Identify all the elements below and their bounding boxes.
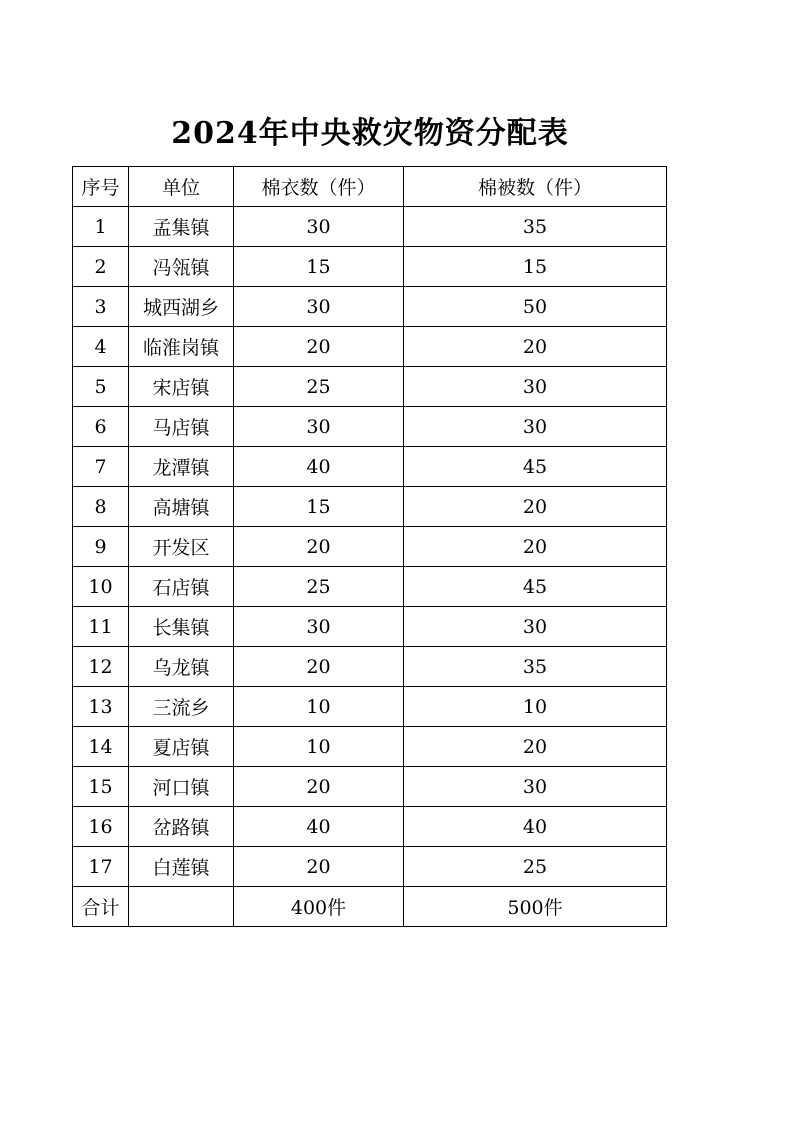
row-coats: 30 xyxy=(234,407,404,447)
row-no: 6 xyxy=(73,407,129,447)
table-row xyxy=(73,327,667,367)
row-quilts: 45 xyxy=(404,567,667,607)
row-coats: 40 xyxy=(234,807,404,847)
row-quilts: 50 xyxy=(404,287,667,327)
row-no: 10 xyxy=(73,567,129,607)
row-coats: 30 xyxy=(234,607,404,647)
row-quilts: 15 xyxy=(404,247,667,287)
row-coats: 30 xyxy=(234,287,404,327)
table-row xyxy=(73,527,667,567)
total-quilts: 500件 xyxy=(404,887,667,927)
table-row xyxy=(73,607,667,647)
table-row xyxy=(73,407,667,447)
row-no: 3 xyxy=(73,287,129,327)
header-quilts: 棉被数（件） xyxy=(404,167,667,207)
row-unit: 龙潭镇 xyxy=(129,447,234,487)
row-no: 8 xyxy=(73,487,129,527)
row-coats: 25 xyxy=(234,367,404,407)
row-quilts: 30 xyxy=(404,407,667,447)
table-row xyxy=(73,807,667,847)
row-quilts: 30 xyxy=(404,367,667,407)
row-no: 15 xyxy=(73,767,129,807)
row-no: 11 xyxy=(73,607,129,647)
row-no: 9 xyxy=(73,527,129,567)
table-row xyxy=(73,847,667,887)
table-row xyxy=(73,567,667,607)
document-title: 2024年中央救灾物资分配表 xyxy=(171,116,569,151)
table-row xyxy=(73,247,667,287)
row-coats: 20 xyxy=(234,647,404,687)
table-row xyxy=(73,727,667,767)
row-quilts: 10 xyxy=(404,687,667,727)
row-no: 4 xyxy=(73,327,129,367)
row-unit: 马店镇 xyxy=(129,407,234,447)
total-label: 合计 xyxy=(73,887,129,927)
row-coats: 15 xyxy=(234,247,404,287)
header-no: 序号 xyxy=(73,167,129,207)
row-unit: 长集镇 xyxy=(129,607,234,647)
row-unit: 孟集镇 xyxy=(129,207,234,247)
table-row xyxy=(73,647,667,687)
table-row xyxy=(73,487,667,527)
row-quilts: 30 xyxy=(404,607,667,647)
row-coats: 20 xyxy=(234,527,404,567)
header-unit: 单位 xyxy=(129,167,234,207)
row-unit: 冯瓴镇 xyxy=(129,247,234,287)
total-unit xyxy=(129,887,234,927)
row-quilts: 35 xyxy=(404,647,667,687)
row-unit: 石店镇 xyxy=(129,567,234,607)
row-unit: 乌龙镇 xyxy=(129,647,234,687)
row-no: 17 xyxy=(73,847,129,887)
header-coats: 棉衣数（件） xyxy=(234,167,404,207)
row-quilts: 20 xyxy=(404,487,667,527)
table-row xyxy=(73,687,667,727)
row-no: 12 xyxy=(73,647,129,687)
row-no: 2 xyxy=(73,247,129,287)
row-coats: 15 xyxy=(234,487,404,527)
row-unit: 临淮岗镇 xyxy=(129,327,234,367)
row-quilts: 40 xyxy=(404,807,667,847)
row-no: 5 xyxy=(73,367,129,407)
row-quilts: 25 xyxy=(404,847,667,887)
row-quilts: 30 xyxy=(404,767,667,807)
allocation-table xyxy=(72,166,667,927)
table-row xyxy=(73,767,667,807)
header-row xyxy=(73,167,667,207)
row-unit: 夏店镇 xyxy=(129,727,234,767)
table-row xyxy=(73,207,667,247)
row-coats: 40 xyxy=(234,447,404,487)
row-unit: 高塘镇 xyxy=(129,487,234,527)
total-coats: 400件 xyxy=(234,887,404,927)
row-unit: 宋店镇 xyxy=(129,367,234,407)
row-unit: 岔路镇 xyxy=(129,807,234,847)
row-no: 14 xyxy=(73,727,129,767)
row-coats: 20 xyxy=(234,847,404,887)
row-quilts: 45 xyxy=(404,447,667,487)
row-unit: 河口镇 xyxy=(129,767,234,807)
row-unit: 三流乡 xyxy=(129,687,234,727)
row-no: 13 xyxy=(73,687,129,727)
row-no: 7 xyxy=(73,447,129,487)
table-row xyxy=(73,367,667,407)
table-row xyxy=(73,287,667,327)
row-no: 16 xyxy=(73,807,129,847)
table-row xyxy=(73,447,667,487)
row-quilts: 20 xyxy=(404,327,667,367)
row-coats: 20 xyxy=(234,327,404,367)
row-quilts: 35 xyxy=(404,207,667,247)
row-coats: 10 xyxy=(234,687,404,727)
row-no: 1 xyxy=(73,207,129,247)
total-row xyxy=(73,887,667,927)
row-unit: 城西湖乡 xyxy=(129,287,234,327)
row-coats: 20 xyxy=(234,767,404,807)
row-coats: 10 xyxy=(234,727,404,767)
row-coats: 30 xyxy=(234,207,404,247)
row-coats: 25 xyxy=(234,567,404,607)
row-quilts: 20 xyxy=(404,727,667,767)
row-unit: 开发区 xyxy=(129,527,234,567)
row-quilts: 20 xyxy=(404,527,667,567)
row-unit: 白莲镇 xyxy=(129,847,234,887)
